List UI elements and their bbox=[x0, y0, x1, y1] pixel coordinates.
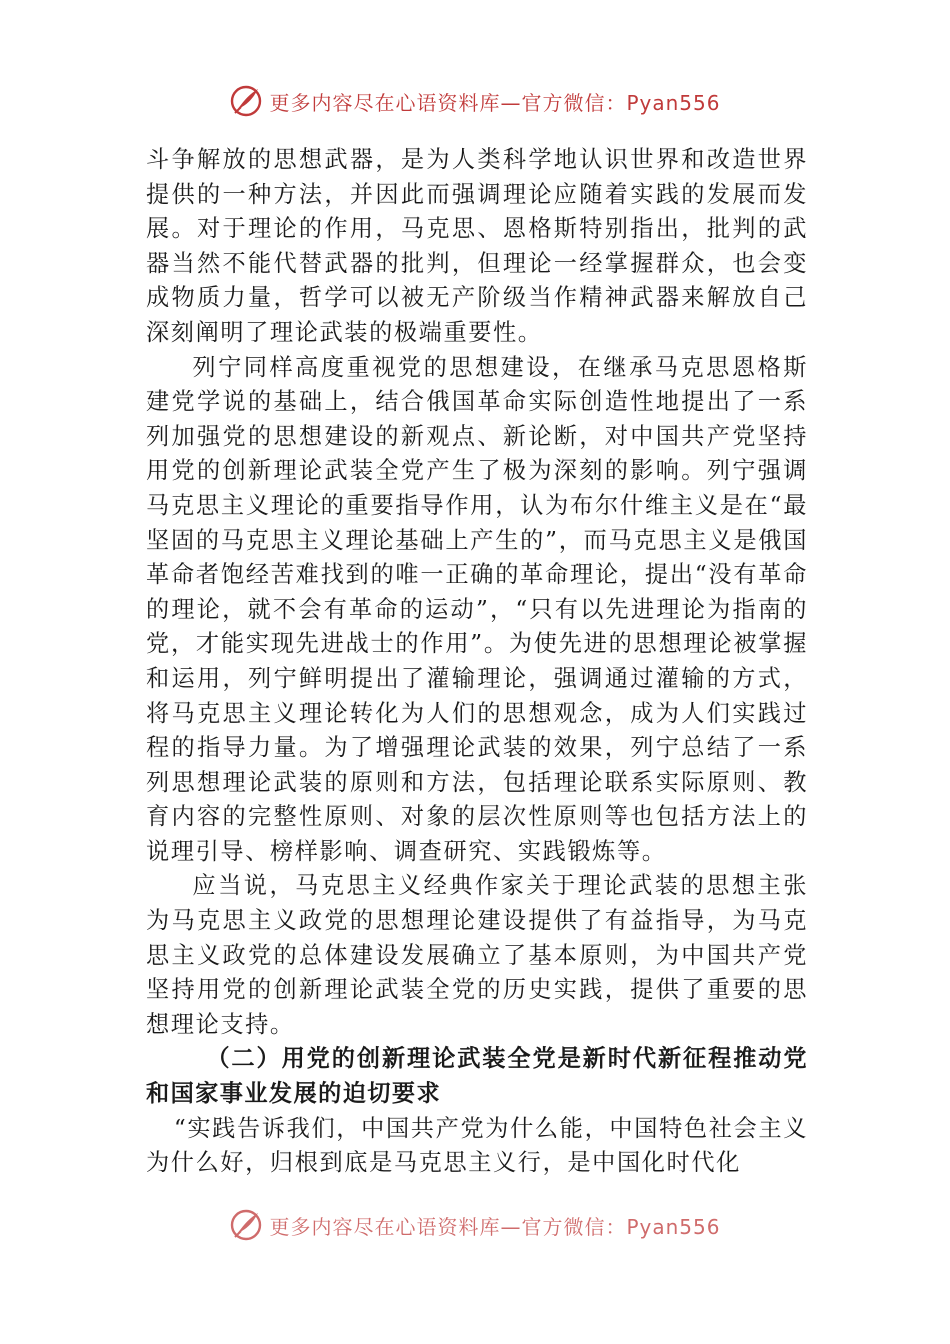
paragraph-1: 斗争解放的思想武器，是为人类科学地认识世界和改造世界提供的一种方法，并因此而强调理论应随着实践的发展而发展。对于理论的作用，马克思、恩格斯特别指出，批判的武器当然不能代替武器的批判，但理论一经掌握群众，也会变成物质力量，哲学可以被无产阶级当作精神武器来解放自己深刻阐明了理论武装的极端重要性。 bbox=[146, 146, 808, 346]
feather-quill-logo-icon bbox=[229, 84, 263, 118]
watermark-text: 更多内容尽在心语资料库—官方微信：Pyan556 bbox=[269, 90, 721, 115]
paragraph-2: 列宁同样高度重视党的思想建设，在继承马克思恩格斯建党学说的基础上，结合俄国革命实际创造性地提出了一系列加强党的思想建设的新观点、新论断，对中国共产党坚持用党的创新理论武装全党产生了极为深刻的影响。列宁强调马克思主义理论的重要指导作用，认为布尔什维主义是在“最坚固的马克思主义理论基础上产生的”，而马克思主义是俄国革命者饱经苦难找到的唯一正确的革命理论，提出“没有革命的理论，就不会有革命的运动”，“只有以先进理论为指南的党，才能实现先进战士的作用”。为使先进的思想理论被掌握和运用，列宁鲜明提出了灌输理论，强调通过灌输的方式，将马克思主义理论转化为人们的思想观念，成为人们实践过程的指导力量。为了增强理论武装的效果，列宁总结了一系列思想理论武装的原则和方法，包括理论联系实际原则、教育内容的完整性原则、对象的层次性原则等也包括方法上的说理引导、榜样影响、调查研究、实践锻炼等。 bbox=[146, 353, 808, 865]
paragraph-3: 应当说，马克思主义经典作家关于理论武装的思想主张为马克思主义政党的思想理论建设提供了有益指导，为马克思主义政党的总体建设发展确立了基本原则，为中国共产党坚持用党的创新理论武装全党的历史实践，提供了重要的思想理论支持。 bbox=[146, 872, 808, 1038]
document-body bbox=[146, 143, 808, 1181]
feather-quill-logo-icon bbox=[229, 1208, 263, 1242]
watermark-header bbox=[0, 84, 950, 118]
section-heading: （二）用党的创新理论武装全党是新时代新征程推动党和国家事业发展的迫切要求 bbox=[146, 1045, 808, 1108]
watermark-text: 更多内容尽在心语资料库—官方微信：Pyan556 bbox=[269, 1214, 721, 1239]
watermark-footer bbox=[0, 1208, 950, 1242]
paragraph-4: “实践告诉我们，中国共产党为什么能，中国特色社会主义为什么好，归根到底是马克思主义行，是中国化时代化 bbox=[146, 1114, 808, 1177]
